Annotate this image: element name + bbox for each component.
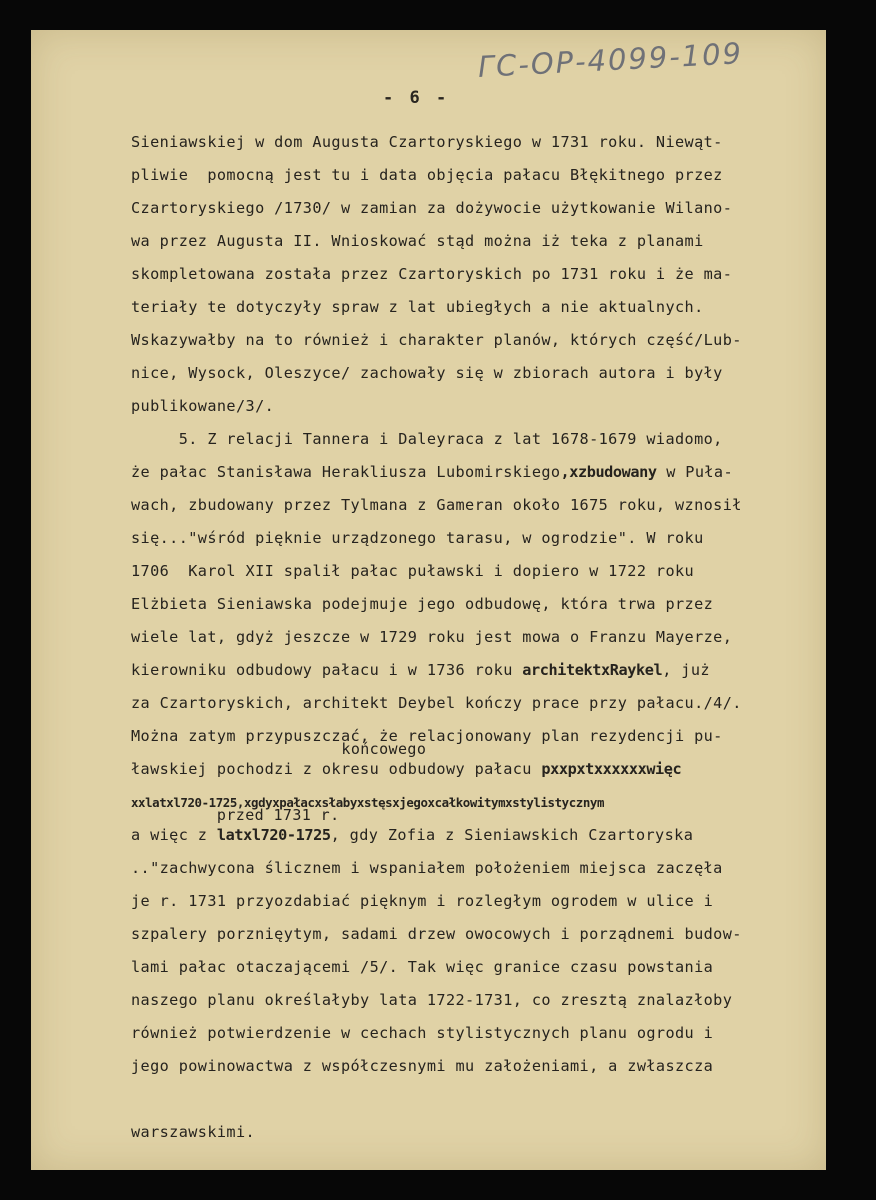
text-line: nice, Wysock, Oleszyce/ zachowały się w zbiorach autora i były xyxy=(131,364,723,382)
text-line: za Czartoryskich, architekt Deybel kończy prace przy pałacu./4/. xyxy=(131,694,742,712)
body-text xyxy=(131,126,826,1149)
text-segment: , już xyxy=(662,661,710,679)
archive-signature: ГС-ОР-4099-109 xyxy=(477,36,744,84)
text-line: jego powinowactwa z współczesnymi mu założeniami, a zwłaszcza xyxy=(131,1057,714,1075)
text-segment: kierowniku odbudowy pałacu i w 1736 roku xyxy=(131,661,523,679)
text-segment: w Puła- xyxy=(656,463,734,481)
text-line xyxy=(131,654,826,687)
text-segment: , gdy Zofia z Sieniawskich Czartoryska xyxy=(330,826,694,844)
text-line xyxy=(131,456,826,489)
text-line: lami pałac otaczającemi /5/. Tak więc granice czasu powstania xyxy=(131,958,714,976)
inserted-phrase: przed 1731 r. xyxy=(216,806,340,824)
text-line: 5. Z relacji Tannera i Daleyraca z lat 1678-1679 wiadomo, xyxy=(131,430,723,448)
text-line: również potwierdzenie w cechach stylistycznych planu ogrodu i xyxy=(131,1024,714,1042)
text-segment: że pałac Stanisława Herakliusza Lubomirskiego xyxy=(131,463,561,481)
text-segment: "wśród pięknie urządzonego tarasu, w ogrodzie". W roku xyxy=(188,529,704,547)
text-line: Elżbieta Sieniawska podejmuje jego odbudowę, która trwa przez xyxy=(131,595,714,613)
text-line: wa przez Augusta II. Wnioskować stąd można iż teka z planami xyxy=(131,232,704,250)
text-line: Sieniawskiej w dom Augusta Czartoryskiego w 1731 roku. Niewąt- xyxy=(131,133,723,151)
text-line: naszego planu określałyby lata 1722-1731, co zresztą znalazłoby xyxy=(131,991,733,1009)
text-line xyxy=(131,806,826,852)
struck-text: pxxpxtxxxxxxwięc xyxy=(541,760,682,778)
text-line: teriały te dotyczyły spraw z lat ubiegłych a nie aktualnych. xyxy=(131,298,704,316)
text-line: publikowane/3/. xyxy=(131,397,275,415)
page-number: - 6 - xyxy=(383,88,450,108)
text-line: je r. 1731 przyozdabiać pięknym i rozległym ogrodem w ulice i xyxy=(131,892,714,910)
struck-text: ,xzbudowany xyxy=(560,463,657,481)
struck-text: latxl720-1725 xyxy=(216,826,331,844)
struck-text: architektxRaykel xyxy=(522,661,663,679)
text-line: Czartoryskiego /1730/ w zamian za dożywocie użytkowanie Wilano- xyxy=(131,199,733,217)
document-page xyxy=(31,30,826,1170)
text-segment: się... xyxy=(131,529,189,547)
blank-line xyxy=(131,1083,826,1116)
text-line: warszawskimi. xyxy=(131,1123,256,1141)
text-line: Można zatym przypuszczać, że relacjonowany plan rezydencji pu- xyxy=(131,727,723,745)
text-line xyxy=(131,522,826,555)
text-segment: ławskiej pochodzi z okresu odbudowy pałacu xyxy=(131,760,542,778)
inserted-word: końcowego xyxy=(341,740,427,758)
text-line: skompletowana została przez Czartoryskich po 1731 roku i że ma- xyxy=(131,265,733,283)
text-line: wach, zbudowany przez Tylmana z Gameran około 1675 roku, wznosił xyxy=(131,496,742,514)
text-line: .."zachwycona ślicznem i wspaniałem położeniem miejsca zaczęła xyxy=(131,859,723,877)
text-line: szpalery porznięytym, sadami drzew owocowych i porządnemi budow- xyxy=(131,925,742,943)
text-line: wiele lat, gdyż jeszcze w 1729 roku jest mowa o Franzu Mayerze, xyxy=(131,628,733,646)
struck-text: xxlatxl720-1725,xgdyxpałacxsłabyxstęsxjegoxcałkowitymxstylistycznym xyxy=(131,795,605,810)
text-segment: a więc z xyxy=(131,826,217,844)
text-line: Wskazywałby na to również i charakter planów, których część/Lub- xyxy=(131,331,742,349)
text-line xyxy=(131,740,826,786)
text-line: pliwie pomocną jest tu i data objęcia pałacu Błękitnego przez xyxy=(131,166,723,184)
text-line: 1706 Karol XII spalił pałac puławski i dopiero w 1722 roku xyxy=(131,562,695,580)
